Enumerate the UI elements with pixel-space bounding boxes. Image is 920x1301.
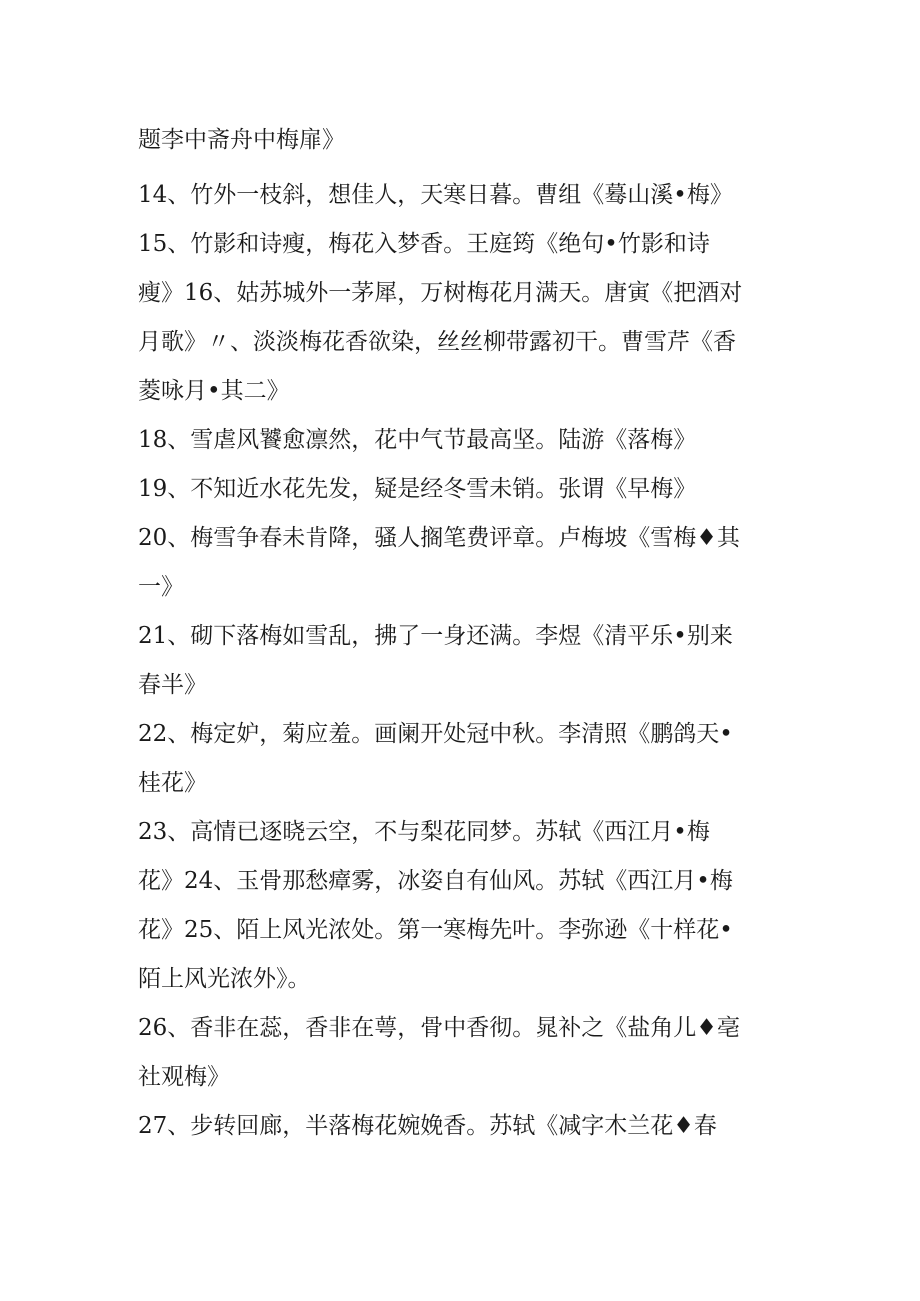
text-line: 21、砌下落梅如雪乱，拂了一身还满。李煜《清平乐•别来 <box>138 623 733 649</box>
text-line: 15、竹影和诗瘦，梅花入梦香。王庭筠《绝句•竹影和诗 <box>138 231 710 257</box>
text-line: 23、高情已逐晓云空，不与梨花同梦。苏轼《西江月•梅 <box>138 819 710 845</box>
text-line: 桂花》 <box>138 770 207 796</box>
text-line: 19、不知近水花先发，疑是经冬雪未销。张谓《早梅》 <box>138 476 697 502</box>
text-line: 一》 <box>138 574 184 600</box>
text-line: 瘦》16、姑苏城外一茅犀，万树梅花月满天。唐寅《把酒对 <box>138 280 743 306</box>
text-line: 春半》 <box>138 672 207 698</box>
text-line: 26、香非在蕊，香非在萼，骨中香彻。晁补之《盐角儿♦亳 <box>138 1015 740 1041</box>
text-line: 27、步转回廊，半落梅花婉娩香。苏轼《减字木兰花♦春 <box>138 1113 717 1139</box>
text-line: 月歌》〃、淡淡梅花香欲染，丝丝柳带露初干。曹雪芹《香 <box>138 329 736 355</box>
text-line: 社观梅》 <box>138 1064 230 1090</box>
text-line: 菱咏月•其二》 <box>138 378 290 404</box>
text-line: 陌上风光浓外》。 <box>138 966 311 992</box>
text-line: 14、竹外一枝斜，想佳人，天寒日暮。曹组《蓦山溪•梅》 <box>138 182 733 208</box>
text-line: 18、雪虐风饕愈凛然，花中气节最高坚。陆游《落梅》 <box>138 427 697 453</box>
text-line: 20、梅雪争春未肯降，骚人搁笔费评章。卢梅坡《雪梅♦其 <box>138 525 740 551</box>
text-line: 花》25、陌上风光浓处。第一寒梅先叶。李弥逊《十样花• <box>138 917 733 943</box>
text-line: 题李中斋舟中梅扉》 <box>138 127 345 153</box>
text-line: 花》24、玉骨那愁瘴雾，冰姿自有仙风。苏轼《西江月•梅 <box>138 868 733 894</box>
text-line: 22、梅定妒，菊应羞。画阑开处冠中秋。李清照《鹏鸽天• <box>138 721 733 747</box>
poem-list <box>138 116 788 1151</box>
